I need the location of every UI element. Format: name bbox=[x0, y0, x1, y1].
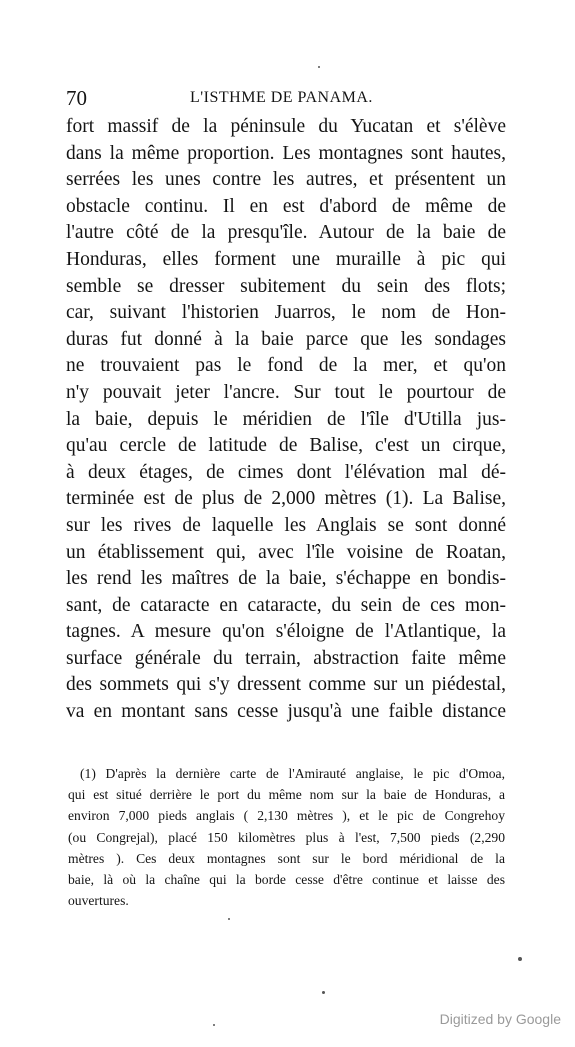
paper-speck bbox=[518, 957, 522, 961]
paper-speck bbox=[213, 1024, 215, 1026]
body-line: un établissement qui, avec l'île voisine de Roatan, bbox=[66, 541, 506, 563]
body-line: les rend les maîtres de la baie, s'échappe en bondis- bbox=[66, 568, 506, 590]
body-text bbox=[66, 114, 506, 726]
body-line: surface générale du terrain, abstraction faite même bbox=[66, 647, 506, 669]
paper-speck bbox=[322, 991, 325, 994]
body-line: des sommets qui s'y dressent comme sur un piédestal, bbox=[66, 674, 506, 696]
paper-speck bbox=[228, 918, 230, 920]
body-line: ne trouvaient pas le fond de la mer, et qu'on bbox=[66, 355, 506, 377]
body-line: terminée est de plus de 2,000 mètres (1). La Balise, bbox=[66, 488, 506, 510]
footnote-line: baie, là où la chaîne qui la borde cesse d'être continue et laisse des bbox=[68, 871, 505, 887]
footnote-line: ouvertures. bbox=[68, 893, 129, 909]
footnote-line: (1) D'après la dernière carte de l'Amirauté anglaise, le pic d'Omoa, bbox=[80, 766, 505, 781]
body-line: n'y pouvait jeter l'ancre. Sur tout le pourtour de bbox=[66, 381, 506, 403]
paper-speck bbox=[318, 66, 320, 68]
body-line: serrées les unes contre les autres, et présentent un bbox=[66, 169, 506, 191]
body-line: car, suivant l'historien Juarros, le nom de Hon- bbox=[66, 302, 506, 324]
page-header bbox=[66, 86, 506, 110]
footnote-line: (ou Congrejal), placé 150 kilomètres plus à l'est, 7,500 pieds (2,290 bbox=[68, 829, 505, 845]
footnote-line: environ 7,000 pieds anglais ( 2,130 mètres ), et le pic de Congrehoy bbox=[68, 808, 505, 824]
body-line: semble se dresser subitement du sein des flots; bbox=[66, 275, 506, 297]
body-line: qu'au cercle de latitude de Balise, c'est un cirque, bbox=[66, 435, 506, 457]
body-line: dans la même proportion. Les montagnes sont hautes, bbox=[66, 142, 506, 164]
footnote-line: qui est situé derrière le port du même nom sur la baie de Honduras, a bbox=[68, 787, 505, 803]
footnote-line: mètres ). Ces deux montagnes sont sur le bord méridional de la bbox=[68, 850, 505, 866]
footnote bbox=[68, 763, 505, 911]
body-line: Honduras, elles forment une muraille à pic qui bbox=[66, 248, 506, 270]
running-head: L'ISTHME DE PANAMA. bbox=[190, 89, 373, 106]
body-line: tagnes. A mesure qu'on s'éloigne de l'Atlantique, la bbox=[66, 621, 506, 643]
body-line: fort massif de la péninsule du Yucatan et s'élève bbox=[66, 116, 506, 137]
body-line: l'autre côté de la presqu'île. Autour de la baie de bbox=[66, 222, 506, 244]
body-line: sur les rives de laquelle les Anglais se sont donné bbox=[66, 514, 506, 536]
body-line: duras fut donné à la baie parce que les sondages bbox=[66, 328, 506, 350]
body-line: sant, de cataracte en cataracte, du sein de ces mon- bbox=[66, 594, 506, 616]
body-line: obstacle continu. Il en est d'abord de même de bbox=[66, 195, 506, 217]
body-line: va en montant sans cesse jusqu'à une faible distance bbox=[66, 701, 506, 723]
body-line: à deux étages, de cimes dont l'élévation mal dé- bbox=[66, 461, 506, 483]
body-line: la baie, depuis le méridien de l'île d'Utilla jus- bbox=[66, 408, 506, 430]
page-number: 70 bbox=[66, 86, 87, 110]
digitized-by-google-watermark: Digitized by Google bbox=[439, 1011, 561, 1027]
